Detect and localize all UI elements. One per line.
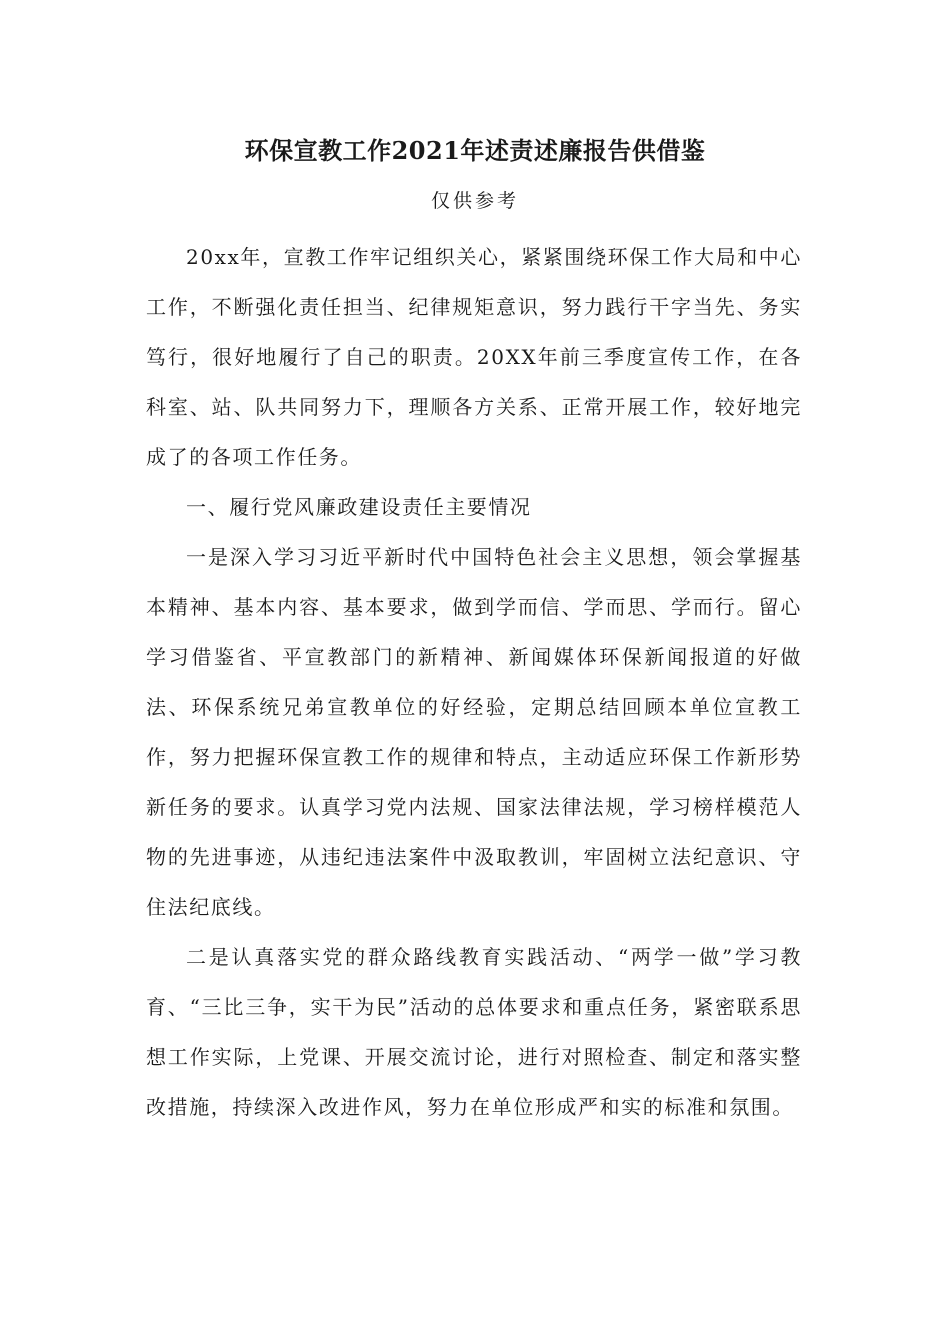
- document-title: 环保宣教工作2021年述责述廉报告供借鉴: [244, 136, 706, 165]
- paragraph-study: 一是深入学习习近平新时代中国特色社会主义思想，领会掌握基本精神、基本内容、基本要求，做到学而信、学而思、学而行。留心学习借鉴省、平宣教部门的新精神、新闻媒体环保新闻报道的好做法、环保系统兄弟宣教单位的好经验，定期总结回顾本单位宣教工作，努力把握环保宣教工作的规律和特点，主动适应环保工作新形势新任务的要求。认真学习党内法规、国家法律法规，学习榜样模范人物的先进事迹，从违纪违法案件中汲取教训，牢固树立法纪意识、守住法纪底线。: [146, 545, 802, 919]
- section-heading: 一、履行党风廉政建设责任主要情况: [186, 495, 532, 519]
- paragraph-practice: 二是认真落实党的群众路线教育实践活动、“两学一做”学习教育、“三比三争，实干为民”活动的总体要求和重点任务，紧密联系思想工作实际，上党课、开展交流讨论，进行对照检查、制定和落实整改措施，持续深入改进作风，努力在单位形成严和实的标准和氛围。: [146, 945, 802, 1119]
- paragraph-intro: 20xx年，宣教工作牢记组织关心，紧紧围绕环保工作大局和中心工作，不断强化责任担当、纪律规矩意识，努力践行干字当先、务实笃行，很好地履行了自己的职责。20XX年前三季度宣传工作，在各科室、站、队共同努力下，理顺各方关系、正常开展工作，较好地完成了的各项工作任务。: [146, 245, 803, 469]
- document-subtitle: 仅供参考: [430, 190, 519, 212]
- document-body: [146, 232, 802, 1132]
